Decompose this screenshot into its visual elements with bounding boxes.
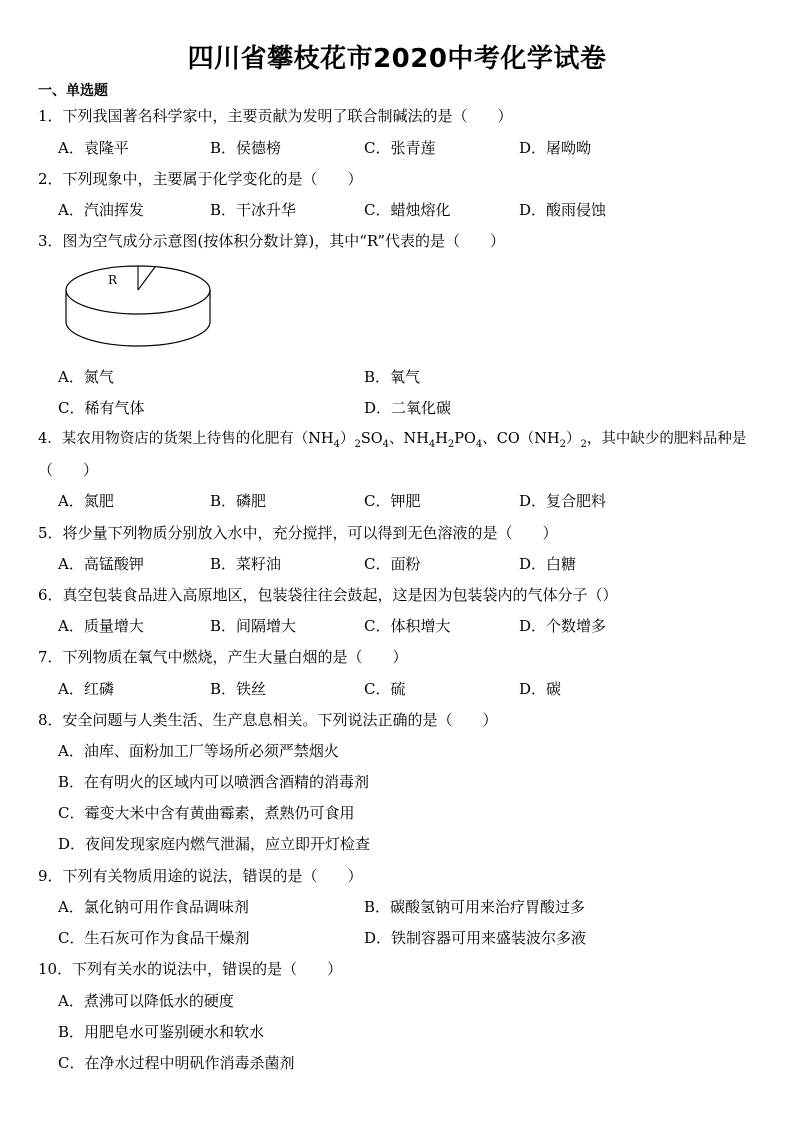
question-10-option-b: B．用肥皂水可鉴别硬水和软水 (58, 1023, 265, 1041)
question-10-option-a: A．煮沸可以降低水的硬度 (58, 992, 234, 1010)
question-10-option-c: C．在净水过程中明矾作消毒杀菌剂 (58, 1054, 295, 1072)
question-10-stem: 10．下列有关水的说法中，错误的是（ ） (38, 960, 343, 978)
question-2-option-d: D．酸雨侵蚀 (519, 201, 607, 219)
question-3-option-b: B．氧气 (364, 368, 421, 386)
question-8-stem: 8．安全问题与人类生活、生产息息相关。下列说法正确的是（ ） (38, 711, 498, 729)
air-composition-cylinder-figure (64, 264, 214, 354)
question-4-option-b: B．磷肥 (210, 492, 267, 510)
question-4-option-c: C．钾肥 (364, 492, 421, 510)
question-5-option-d: D．白糖 (519, 555, 577, 573)
question-8-option-a: A．油库、面粉加工厂等场所必须严禁烟火 (58, 742, 339, 760)
question-5-stem: 5．将少量下列物质分别放入水中，充分搅拌，可以得到无色溶液的是（ ） (38, 524, 558, 542)
question-4-stem: 4．某农用物资店的货架上待售的化肥有$(NH_4)_2SO_4$、$NH_4H_2PO_4$、$CO(NH_2)_2$，其中缺少的肥料品种是 (38, 431, 747, 450)
question-1-stem: 1．下列我国著名科学家中，主要贡献为发明了联合制碱法的是（ ） (38, 107, 513, 125)
question-7-option-a: A．红磷 (58, 680, 114, 698)
question-9-option-b: B．碳酸氢钠可用来治疗胃酸过多 (364, 898, 586, 916)
question-6-option-c: C．体积增大 (364, 617, 451, 635)
question-1-option-a: A．袁隆平 (58, 139, 129, 157)
question-3-stem: 3．图为空气成分示意图(按体积分数计算)，其中“R”代表的是（ ） (38, 232, 506, 250)
question-4-option-a: A．氮肥 (58, 492, 114, 510)
figure-label-r: R (108, 273, 118, 287)
question-6-stem: 6．真空包装食品进入高原地区，包装袋往往会鼓起，这是因为包装袋内的气体分子（） (38, 586, 618, 604)
question-8-option-c: C．霉变大米中含有黄曲霉素，煮熟仍可食用 (58, 804, 355, 822)
page-title: 四川省攀枝花市2020中考化学试卷 (187, 44, 607, 74)
question-9-option-a: A．氯化钠可用作食品调味剂 (58, 898, 249, 916)
question-5-option-b: B．菜籽油 (210, 555, 282, 573)
question-6-option-b: B．间隔增大 (210, 617, 297, 635)
question-2-option-b: B．干冰升华 (210, 201, 297, 219)
question-1-option-d: D．屠呦呦 (519, 139, 592, 157)
question-2-option-a: A．汽油挥发 (58, 201, 144, 219)
question-3-option-a: A．氮气 (58, 368, 114, 386)
question-1-option-c: C．张青莲 (364, 139, 436, 157)
question-7-stem: 7．下列物质在氧气中燃烧，产生大量白烟的是（ ） (38, 648, 408, 666)
question-7-option-d: D．碳 (519, 680, 562, 698)
question-4-option-d: D．复合肥料 (519, 492, 607, 510)
question-6-option-a: A．质量增大 (58, 617, 144, 635)
question-9-option-d: D．铁制容器可用来盛装波尔多液 (364, 929, 587, 947)
question-6-option-d: D．个数增多 (519, 617, 607, 635)
question-8-option-d: D．夜间发现家庭内燃气泄漏，应立即开灯检查 (58, 835, 371, 853)
question-2-stem: 2．下列现象中，主要属于化学变化的是（ ） (38, 170, 363, 188)
question-7-option-c: C．硫 (364, 680, 406, 698)
question-4-stem-line2: （ ） (38, 461, 99, 479)
question-3-option-d: D．二氧化碳 (364, 399, 452, 417)
question-1-option-b: B．侯德榜 (210, 139, 282, 157)
question-5-option-c: C．面粉 (364, 555, 421, 573)
section-heading: 一、单选题 (38, 83, 108, 99)
question-7-option-b: B．铁丝 (210, 680, 267, 698)
question-9-stem: 9．下列有关物质用途的说法，错误的是（ ） (38, 867, 363, 885)
question-8-option-b: B．在有明火的区域内可以喷洒含酒精的消毒剂 (58, 773, 370, 791)
question-9-option-c: C．生石灰可作为食品干燥剂 (58, 929, 250, 947)
question-2-option-c: C．蜡烛熔化 (364, 201, 451, 219)
question-5-option-a: A．高锰酸钾 (58, 555, 144, 573)
question-3-option-c: C．稀有气体 (58, 399, 145, 417)
